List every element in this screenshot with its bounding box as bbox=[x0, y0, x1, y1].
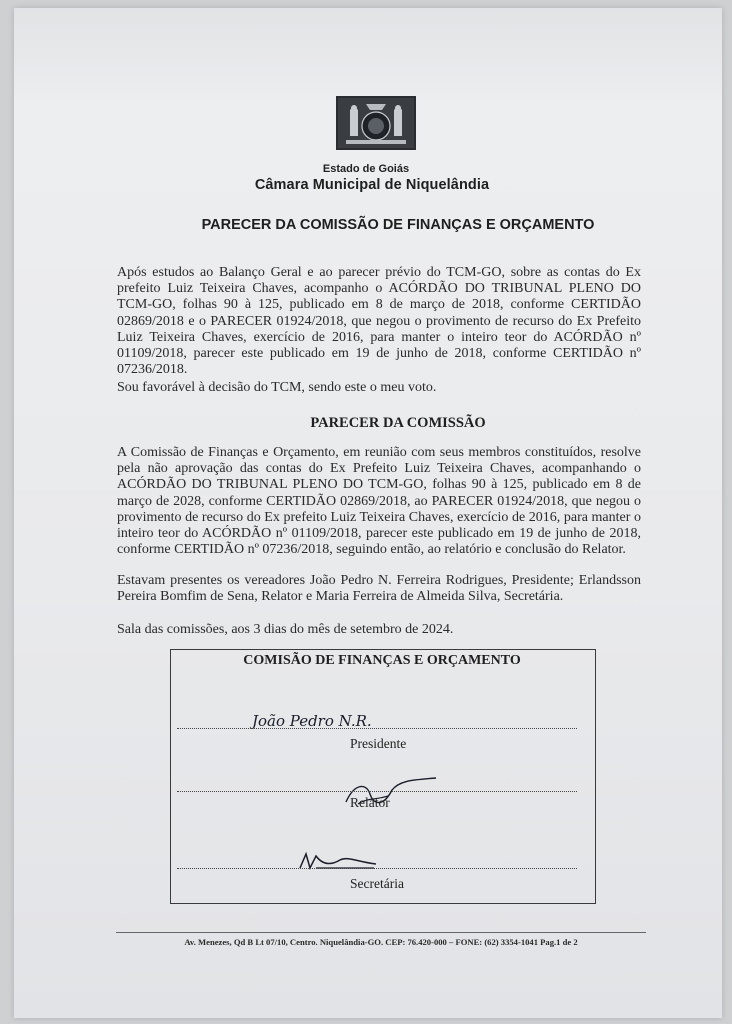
document-title: PARECER DA COMISSÃO DE FINANÇAS E ORÇAMENTO bbox=[201, 217, 595, 233]
section-title: PARECER DA COMISSÃO bbox=[310, 415, 486, 431]
signature-line-rapporteur bbox=[177, 791, 577, 792]
scan-shadow bbox=[14, 8, 722, 108]
paragraph-attendees: Estavam presentes os vereadores João Pedro N. Ferreira Rodrigues, Presidente; Erlandsson Pereira Bomfim de Sena, Relator e Maria Ferreira de Almeida Silva, Secretária. bbox=[117, 573, 641, 605]
page-footer: Av. Menezes, Qd B Lt 07/10, Centro. Niquelândia-GO. CEP: 76.420-000 – FONE: (62) 3354-1041 Pag.1 de 2 bbox=[184, 937, 578, 947]
signature-line-secretary bbox=[177, 868, 577, 869]
signature-text: João Pedro N.R. bbox=[252, 712, 372, 730]
signature-line-president bbox=[177, 728, 577, 729]
paragraph-commission: A Comissão de Finanças e Orçamento, em reunião com seus membros constituídos, resolve pela não aprovação das contas do Ex Prefeito Luiz Teixeira Chaves, acompanhando o ACÓRDÃO DO TRIBUNAL PLENO DO TCM-GO, folhas 90 à 125, publicado em 8 de março de 2028, conforme CERTIDÃO 02869/2018, ao PARECER 01924/2018, que negou o provimento de recurso do Ex prefeito Luiz Teixeira Chaves, exercício de 2016, para manter o inteiro teor do ACÓRDÃO nº 01109/2018, parecer este publicado em 19 de junho de 2018, conforme CERTIDÃO nº 07236/2018, seguindo então, ao relatório e conclusão do Relator. bbox=[117, 445, 641, 558]
footer-rule bbox=[116, 932, 646, 933]
role-rapporteur: Relator bbox=[350, 795, 390, 810]
role-secretary: Secretária bbox=[350, 876, 404, 891]
role-president: Presidente bbox=[350, 736, 407, 751]
coat-of-arms-icon bbox=[336, 96, 416, 150]
paragraph-opinion: Após estudos ao Balanço Geral e ao parecer prévio do TCM-GO, sobre as contas do Ex prefeito Luiz Teixeira Chaves, acompanho o ACÓRDÃO DO TRIBUNAL PLENO DO TCM-GO, folhas 90 à 125, publicado em 8 de março de 2018, conforme CERTIDÃO 02869/2018 e o PARECER 01924/2018, que negou o provimento de recurso do Ex Prefeito Luiz Teixeira Chaves, exercício de 2016, para manter o inteiro teor do ACÓRDÃO nº 01109/2018, parecer este publicado em 19 de junho de 2018, conforme CERTIDÃO nº 07236/2018. bbox=[117, 265, 641, 378]
chamber-name: Câmara Municipal de Niquelândia bbox=[254, 177, 490, 193]
paragraph-vote: Sou favorável à decisão do TCM, sendo este o meu voto. bbox=[117, 380, 437, 395]
signature-box-title: COMISÃO DE FINANÇAS E ORÇAMENTO bbox=[243, 653, 521, 668]
paragraph-date: Sala das comissões, aos 3 dias do mês de setembro de 2024. bbox=[117, 622, 454, 637]
secretary-signature bbox=[296, 850, 386, 874]
state-name: Estado de Goiás bbox=[322, 163, 410, 175]
